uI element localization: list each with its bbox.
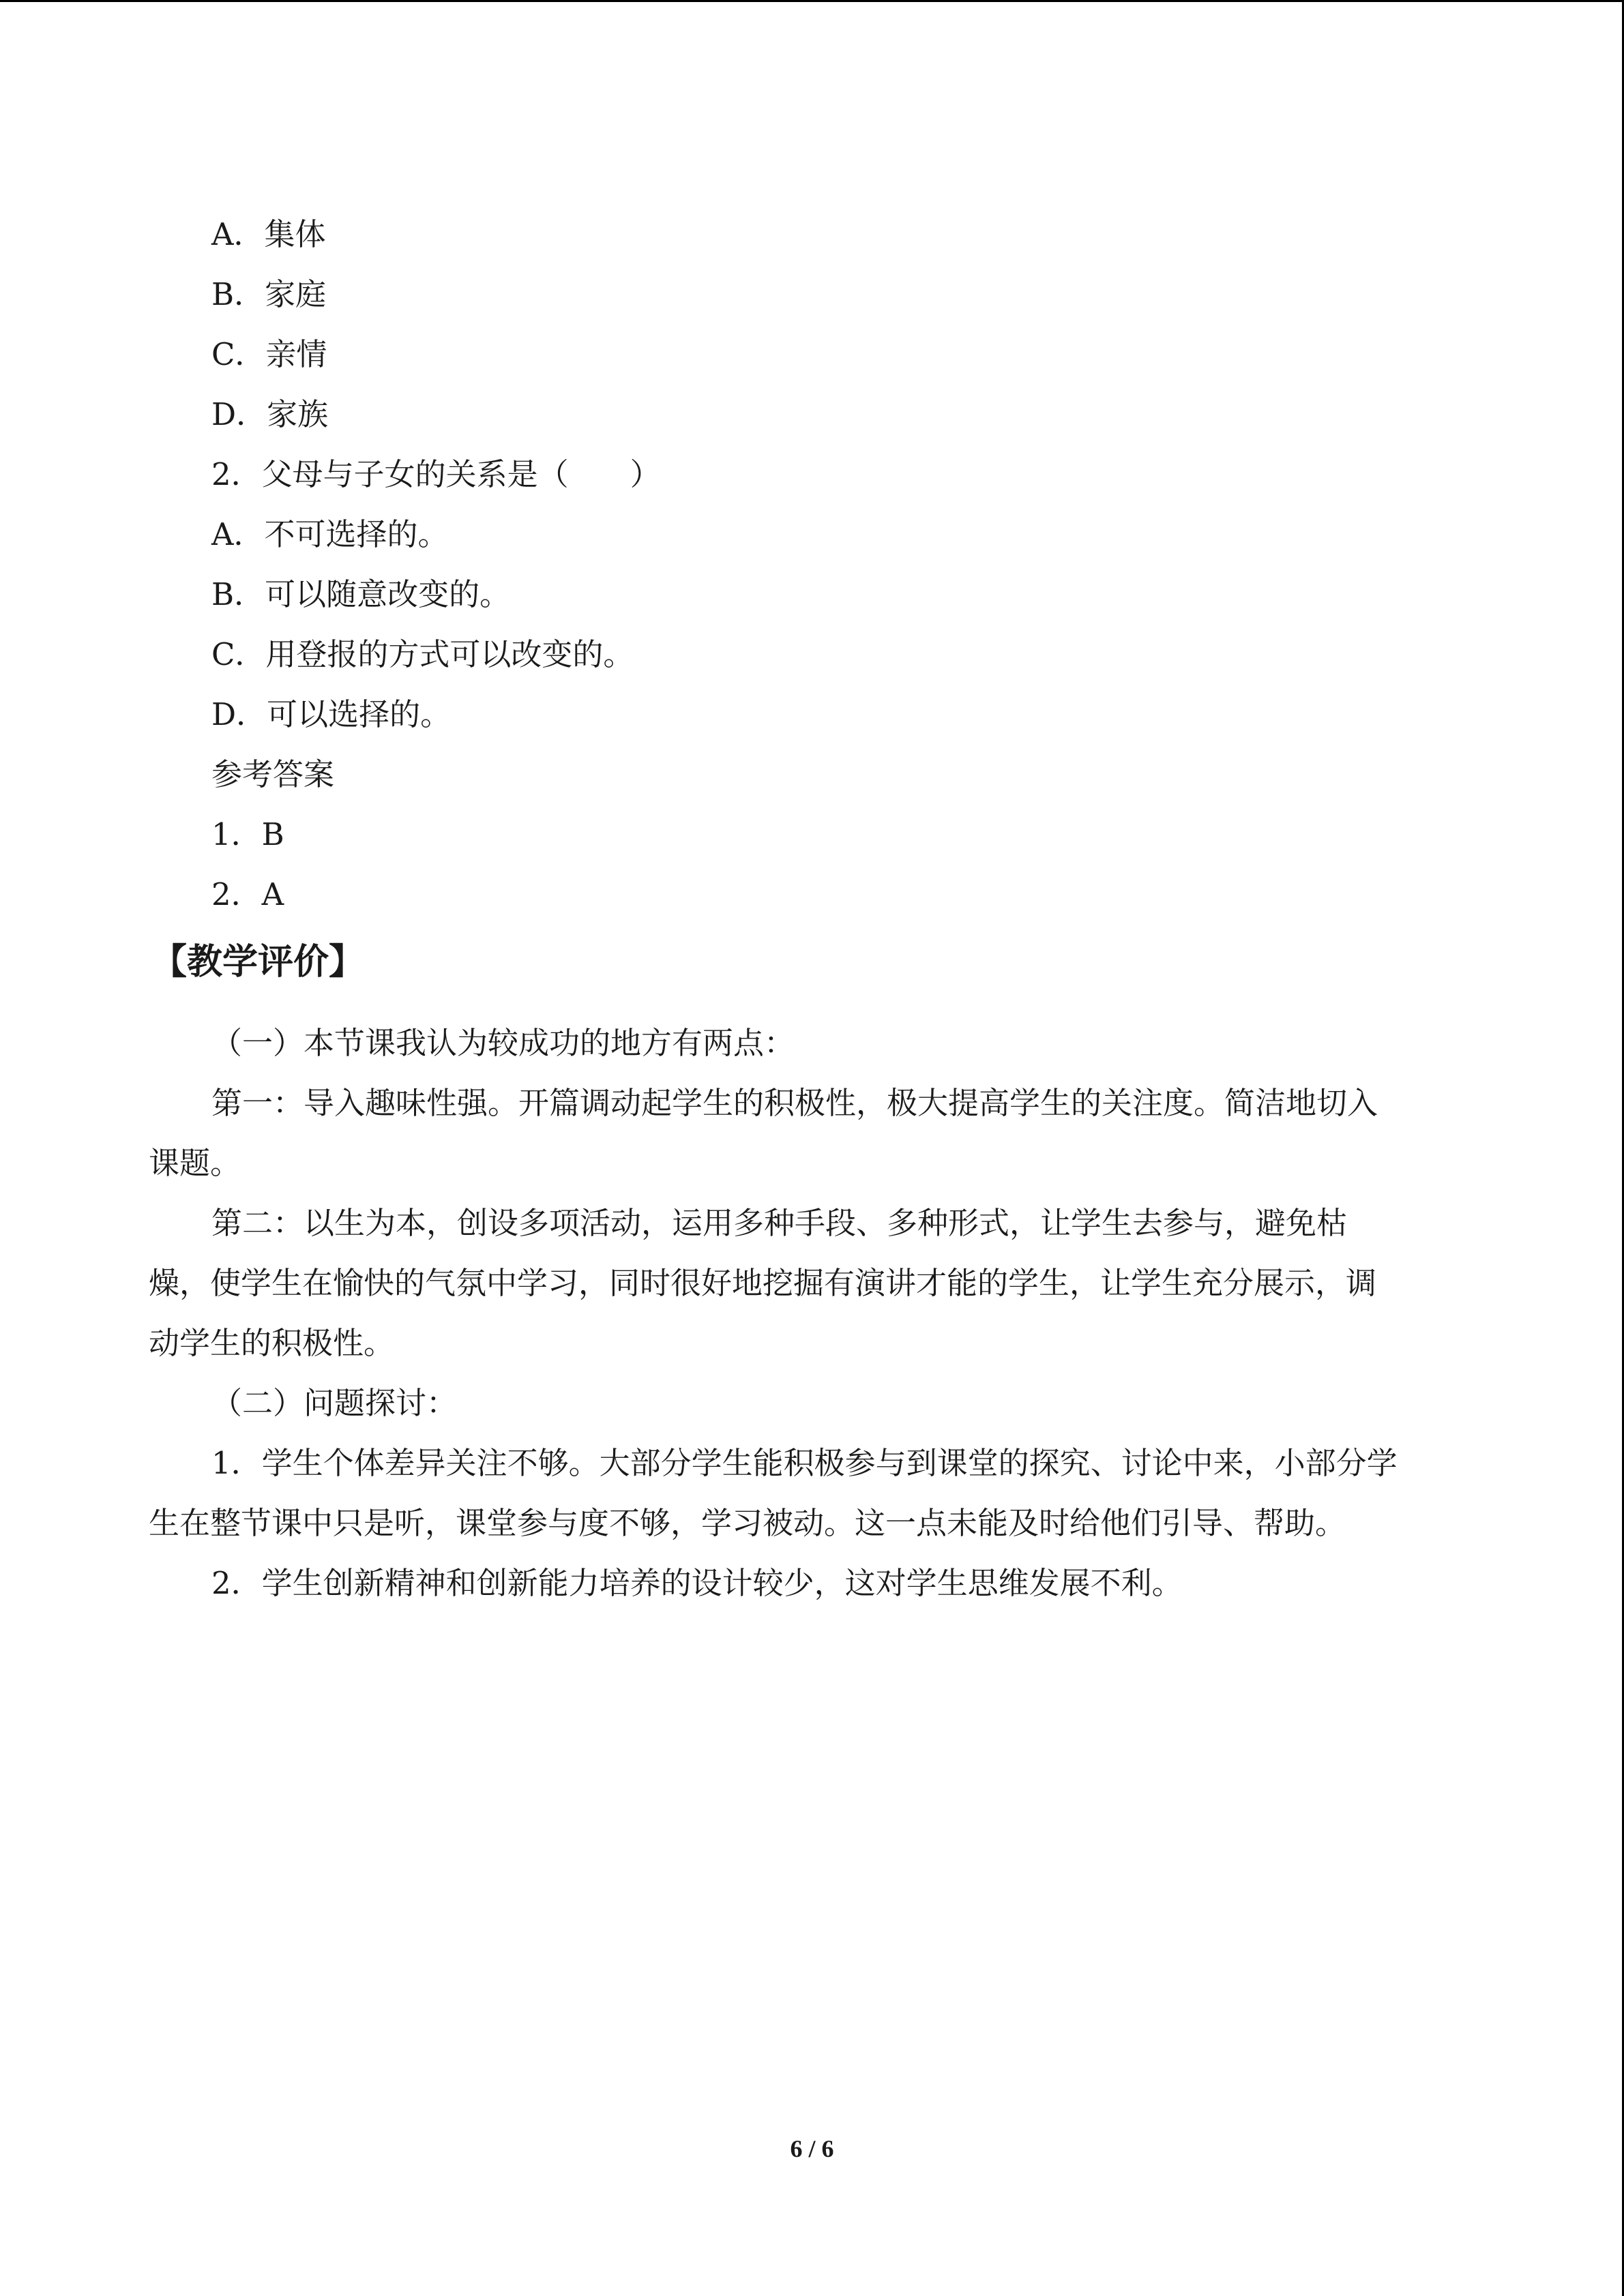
option-b-family: B．家庭 <box>211 276 327 312</box>
page-border-top <box>0 0 1624 2</box>
evaluation-part-1-intro: （一）本节课我认为较成功的地方有两点： <box>211 1025 795 1061</box>
question-2: 2．父母与子女的关系是（ ） <box>211 456 661 492</box>
q2-option-d: D．可以选择的。 <box>211 696 452 732</box>
evaluation-point-1-line-1: 第一：导入趣味性强。开篇调动起学生的积极性，极大提高学生的关注度。简洁地切入 <box>211 1085 1378 1121</box>
evaluation-point-1-line-2: 课题。 <box>149 1145 241 1181</box>
q2-option-a: A．不可选择的。 <box>211 516 449 552</box>
answer-2: 2．A <box>211 876 284 912</box>
answer-key-label: 参考答案 <box>211 756 335 792</box>
section-heading-teaching-evaluation: 【教学评价】 <box>151 942 365 983</box>
q2-option-b: B．可以随意改变的。 <box>211 576 511 612</box>
page-number: 6 / 6 <box>790 2135 834 2162</box>
evaluation-part-2-intro: （二）问题探讨： <box>211 1385 458 1421</box>
q2-option-c: C．用登报的方式可以改变的。 <box>211 636 634 672</box>
evaluation-point-2-line-1: 第二：以生为本，创设多项活动，运用多种手段、多种形式，让学生去参与，避免枯 <box>211 1205 1348 1241</box>
issue-2: 2．学生创新精神和创新能力培养的设计较少，这对学生思维发展不利。 <box>211 1565 1183 1601</box>
option-c-kinship: C．亲情 <box>211 336 327 372</box>
option-d-clan: D．家族 <box>211 396 329 432</box>
issue-1-line-2: 生在整节课中只是听，课堂参与度不够，学习被动。这一点未能及时给他们引导、帮助。 <box>149 1505 1346 1541</box>
issue-1-line-1: 1．学生个体差异关注不够。大部分学生能积极参与到课堂的探究、讨论中来，小部分学 <box>211 1445 1398 1481</box>
evaluation-point-2-line-3: 动学生的积极性。 <box>149 1325 395 1361</box>
answer-1: 1．B <box>211 816 284 852</box>
evaluation-point-2-line-2: 燥，使学生在愉快的气氛中学习，同时很好地挖掘有演讲才能的学生，让学生充分展示，调 <box>149 1265 1377 1301</box>
option-a-collective: A．集体 <box>211 216 326 252</box>
